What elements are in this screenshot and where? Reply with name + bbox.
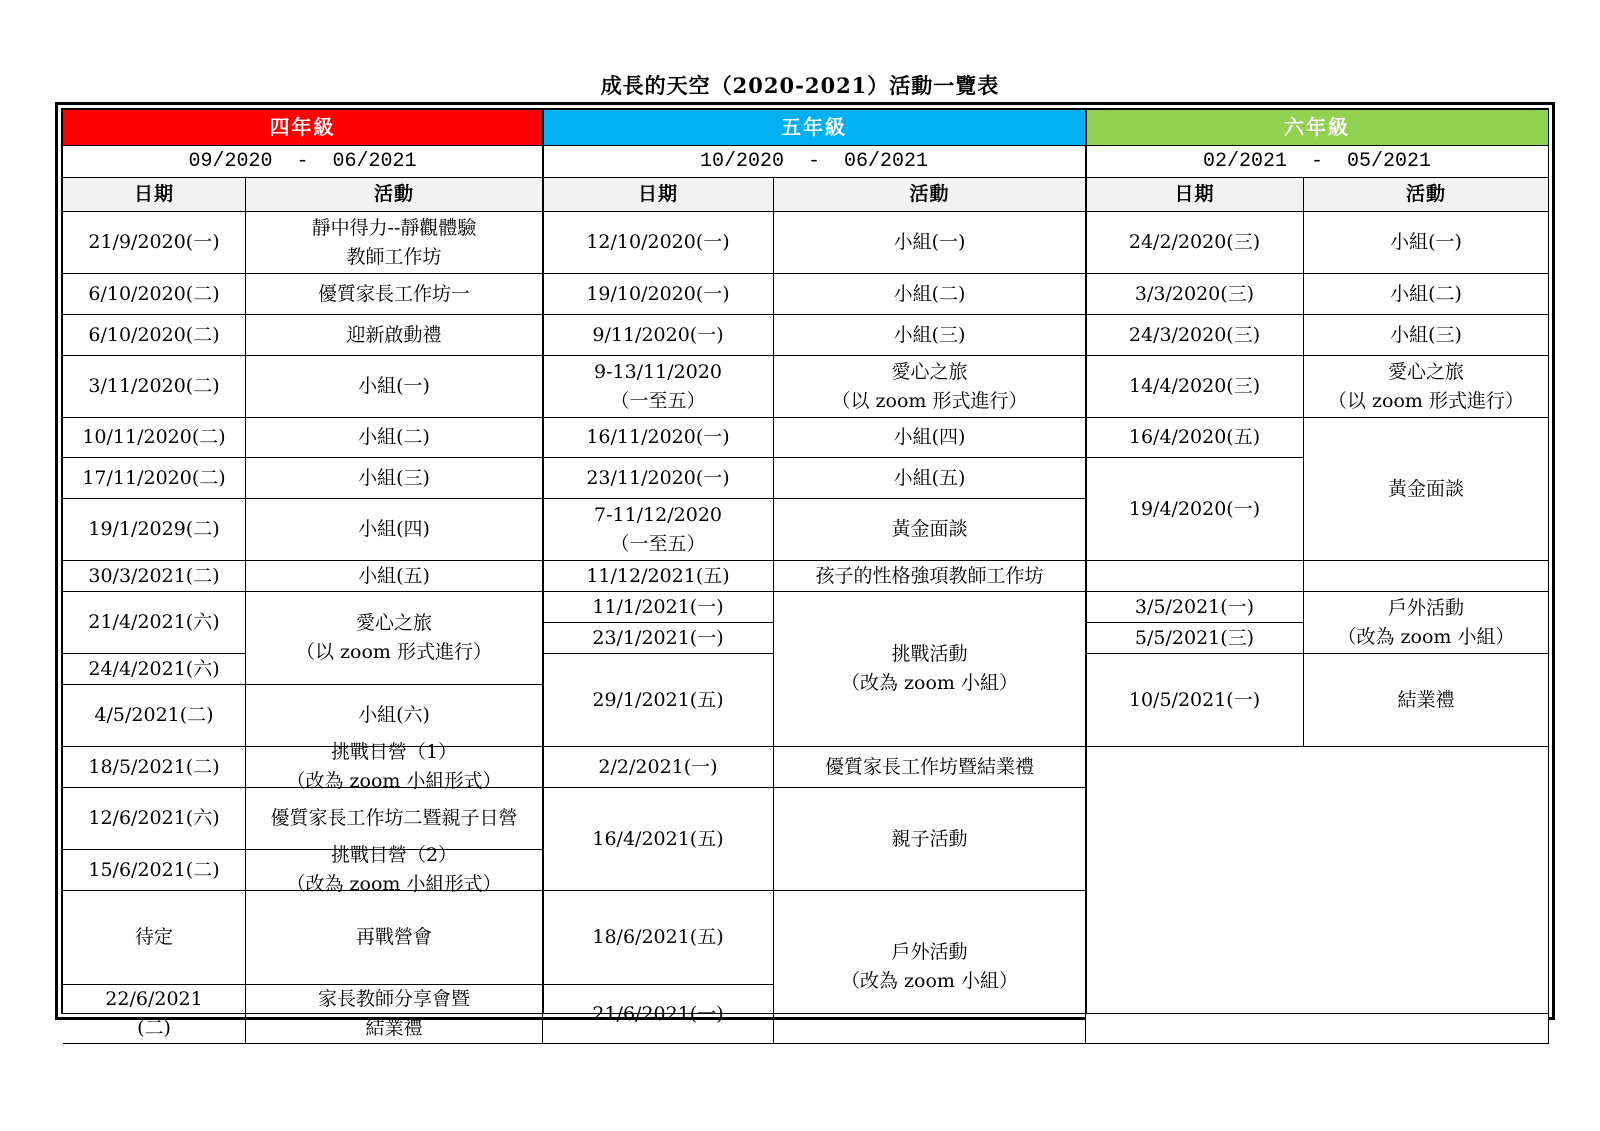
column-header-activity: 活動	[246, 178, 543, 212]
g6-activity-cell: 戶外活動 （改為 zoom 小組）	[1304, 592, 1549, 654]
g5-date-cell: 21/6/2021(一)	[543, 985, 774, 1044]
g6-activity-cell: 小組(三)	[1304, 315, 1549, 356]
g5-date-cell: 18/6/2021(五)	[543, 891, 774, 985]
g6-activity-cell: 黃金面談	[1304, 418, 1549, 561]
g4-activity-cell: 小組(六)	[246, 685, 543, 747]
g5-date-cell: 11/12/2021(五)	[543, 561, 774, 592]
g6-date-cell: 3/5/2021(一)	[1086, 592, 1304, 623]
g4-date-cell: 19/1/2029(二)	[63, 499, 246, 561]
g5-activity-cell: 孩子的性格強項教師工作坊	[774, 561, 1086, 592]
column-header-activity: 活動	[774, 178, 1086, 212]
g6-date-cell: 5/5/2021(三)	[1086, 623, 1304, 654]
grade-divider	[1085, 110, 1087, 1013]
g4-activity-cell: 愛心之旅 （以 zoom 形式進行）	[246, 592, 543, 685]
g4-activity-cell: 挑戰日營（1） （改為 zoom 小組形式）	[246, 747, 543, 788]
grade-divider	[542, 110, 544, 1013]
g4-date-cell: 12/6/2021(六)	[63, 788, 246, 850]
grade-5-header: 五年級	[543, 110, 1086, 146]
g5-activity-cell: 戶外活動 （改為 zoom 小組）	[774, 891, 1086, 1044]
g4-date-cell: 3/11/2020(二)	[63, 356, 246, 418]
g4-activity-cell: 小組(一)	[246, 356, 543, 418]
g6-empty-cell	[1086, 561, 1304, 592]
g5-activity-cell: 小組(五)	[774, 458, 1086, 499]
g5-date-cell: 29/1/2021(五)	[543, 654, 774, 747]
g5-date-cell: 23/1/2021(一)	[543, 623, 774, 654]
g4-date-cell: 10/11/2020(二)	[63, 418, 246, 458]
g4-activity-cell: 挑戰日營（2） （改為 zoom 小組形式）	[246, 850, 543, 891]
g4-activity-cell: 優質家長工作坊二暨親子日營	[246, 788, 543, 850]
g4-activity-cell: 家長教師分享會暨 結業禮	[246, 985, 543, 1044]
g4-date-cell: 6/10/2020(二)	[63, 315, 246, 356]
g5-activity-cell: 小組(三)	[774, 315, 1086, 356]
g4-date-cell: 21/4/2021(六)	[63, 592, 246, 654]
grade-5-period: 10/2020 - 06/2021	[543, 146, 1086, 178]
g6-activity-cell: 小組(一)	[1304, 212, 1549, 274]
grade-6-header: 六年級	[1086, 110, 1549, 146]
g4-date-cell: 18/5/2021(二)	[63, 747, 246, 788]
g5-date-cell: 19/10/2020(一)	[543, 274, 774, 315]
column-header-date: 日期	[63, 178, 246, 212]
g6-date-cell: 24/3/2020(三)	[1086, 315, 1304, 356]
g5-date-cell: 7-11/12/2020 （一至五）	[543, 499, 774, 561]
column-header-activity: 活動	[1304, 178, 1549, 212]
g6-activity-cell: 愛心之旅 （以 zoom 形式進行）	[1304, 356, 1549, 418]
g5-date-cell: 16/11/2020(一)	[543, 418, 774, 458]
grade-6-period: 02/2021 - 05/2021	[1086, 146, 1549, 178]
g5-activity-cell: 愛心之旅 （以 zoom 形式進行）	[774, 356, 1086, 418]
g5-date-cell: 23/11/2020(一)	[543, 458, 774, 499]
g4-activity-cell: 迎新啟動禮	[246, 315, 543, 356]
g4-date-cell: 17/11/2020(二)	[63, 458, 246, 499]
g6-date-cell: 19/4/2020(一)	[1086, 458, 1304, 561]
g5-activity-cell: 挑戰活動 （改為 zoom 小組）	[774, 592, 1086, 747]
grade-4-header: 四年級	[63, 110, 543, 146]
g6-date-cell: 24/2/2020(三)	[1086, 212, 1304, 274]
g6-date-cell: 16/4/2020(五)	[1086, 418, 1304, 458]
g5-activity-cell: 親子活動	[774, 788, 1086, 891]
activity-table	[55, 102, 1555, 1039]
g4-date-cell: 15/6/2021(二)	[63, 850, 246, 891]
g4-activity-cell: 靜中得力--靜觀體驗 教師工作坊	[246, 212, 543, 274]
g4-activity-cell: 小組(五)	[246, 561, 543, 592]
column-header-date: 日期	[543, 178, 774, 212]
g5-date-cell: 2/2/2021(一)	[543, 747, 774, 788]
g4-date-cell: 30/3/2021(二)	[63, 561, 246, 592]
g4-activity-cell: 再戰營會	[246, 891, 543, 985]
g5-activity-cell: 小組(四)	[774, 418, 1086, 458]
g4-activity-cell: 優質家長工作坊一	[246, 274, 543, 315]
g4-date-cell: 22/6/2021 (二)	[63, 985, 246, 1044]
g5-date-cell: 11/1/2021(一)	[543, 592, 774, 623]
g6-date-cell: 10/5/2021(一)	[1086, 654, 1304, 747]
g6-activity-cell: 結業禮	[1304, 654, 1549, 747]
g6-empty-cell	[1304, 561, 1549, 592]
g4-date-cell: 21/9/2020(一)	[63, 212, 246, 274]
g4-date-cell: 待定	[63, 891, 246, 985]
g5-activity-cell: 小組(一)	[774, 212, 1086, 274]
g5-date-cell: 16/4/2021(五)	[543, 788, 774, 891]
g5-date-cell: 12/10/2020(一)	[543, 212, 774, 274]
g4-activity-cell: 小組(三)	[246, 458, 543, 499]
g4-date-cell: 4/5/2021(二)	[63, 685, 246, 747]
document-title: 成長的天空（2020-2021）活動一覽表	[600, 73, 1000, 98]
g6-date-cell: 14/4/2020(三)	[1086, 356, 1304, 418]
g5-activity-cell: 優質家長工作坊暨結業禮	[774, 747, 1086, 788]
g5-activity-cell: 黃金面談	[774, 499, 1086, 561]
grade-4-period: 09/2020 - 06/2021	[63, 146, 543, 178]
column-header-date: 日期	[1086, 178, 1304, 212]
g5-activity-cell: 小組(二)	[774, 274, 1086, 315]
g4-activity-cell: 小組(二)	[246, 418, 543, 458]
g6-empty-area	[1086, 747, 1549, 1044]
g4-date-cell: 6/10/2020(二)	[63, 274, 246, 315]
g4-date-cell: 24/4/2021(六)	[63, 654, 246, 685]
g4-activity-cell: 小組(四)	[246, 499, 543, 561]
g6-date-cell: 3/3/2020(三)	[1086, 274, 1304, 315]
g6-activity-cell: 小組(二)	[1304, 274, 1549, 315]
g5-date-cell: 9-13/11/2020 （一至五）	[543, 356, 774, 418]
g5-date-cell: 9/11/2020(一)	[543, 315, 774, 356]
